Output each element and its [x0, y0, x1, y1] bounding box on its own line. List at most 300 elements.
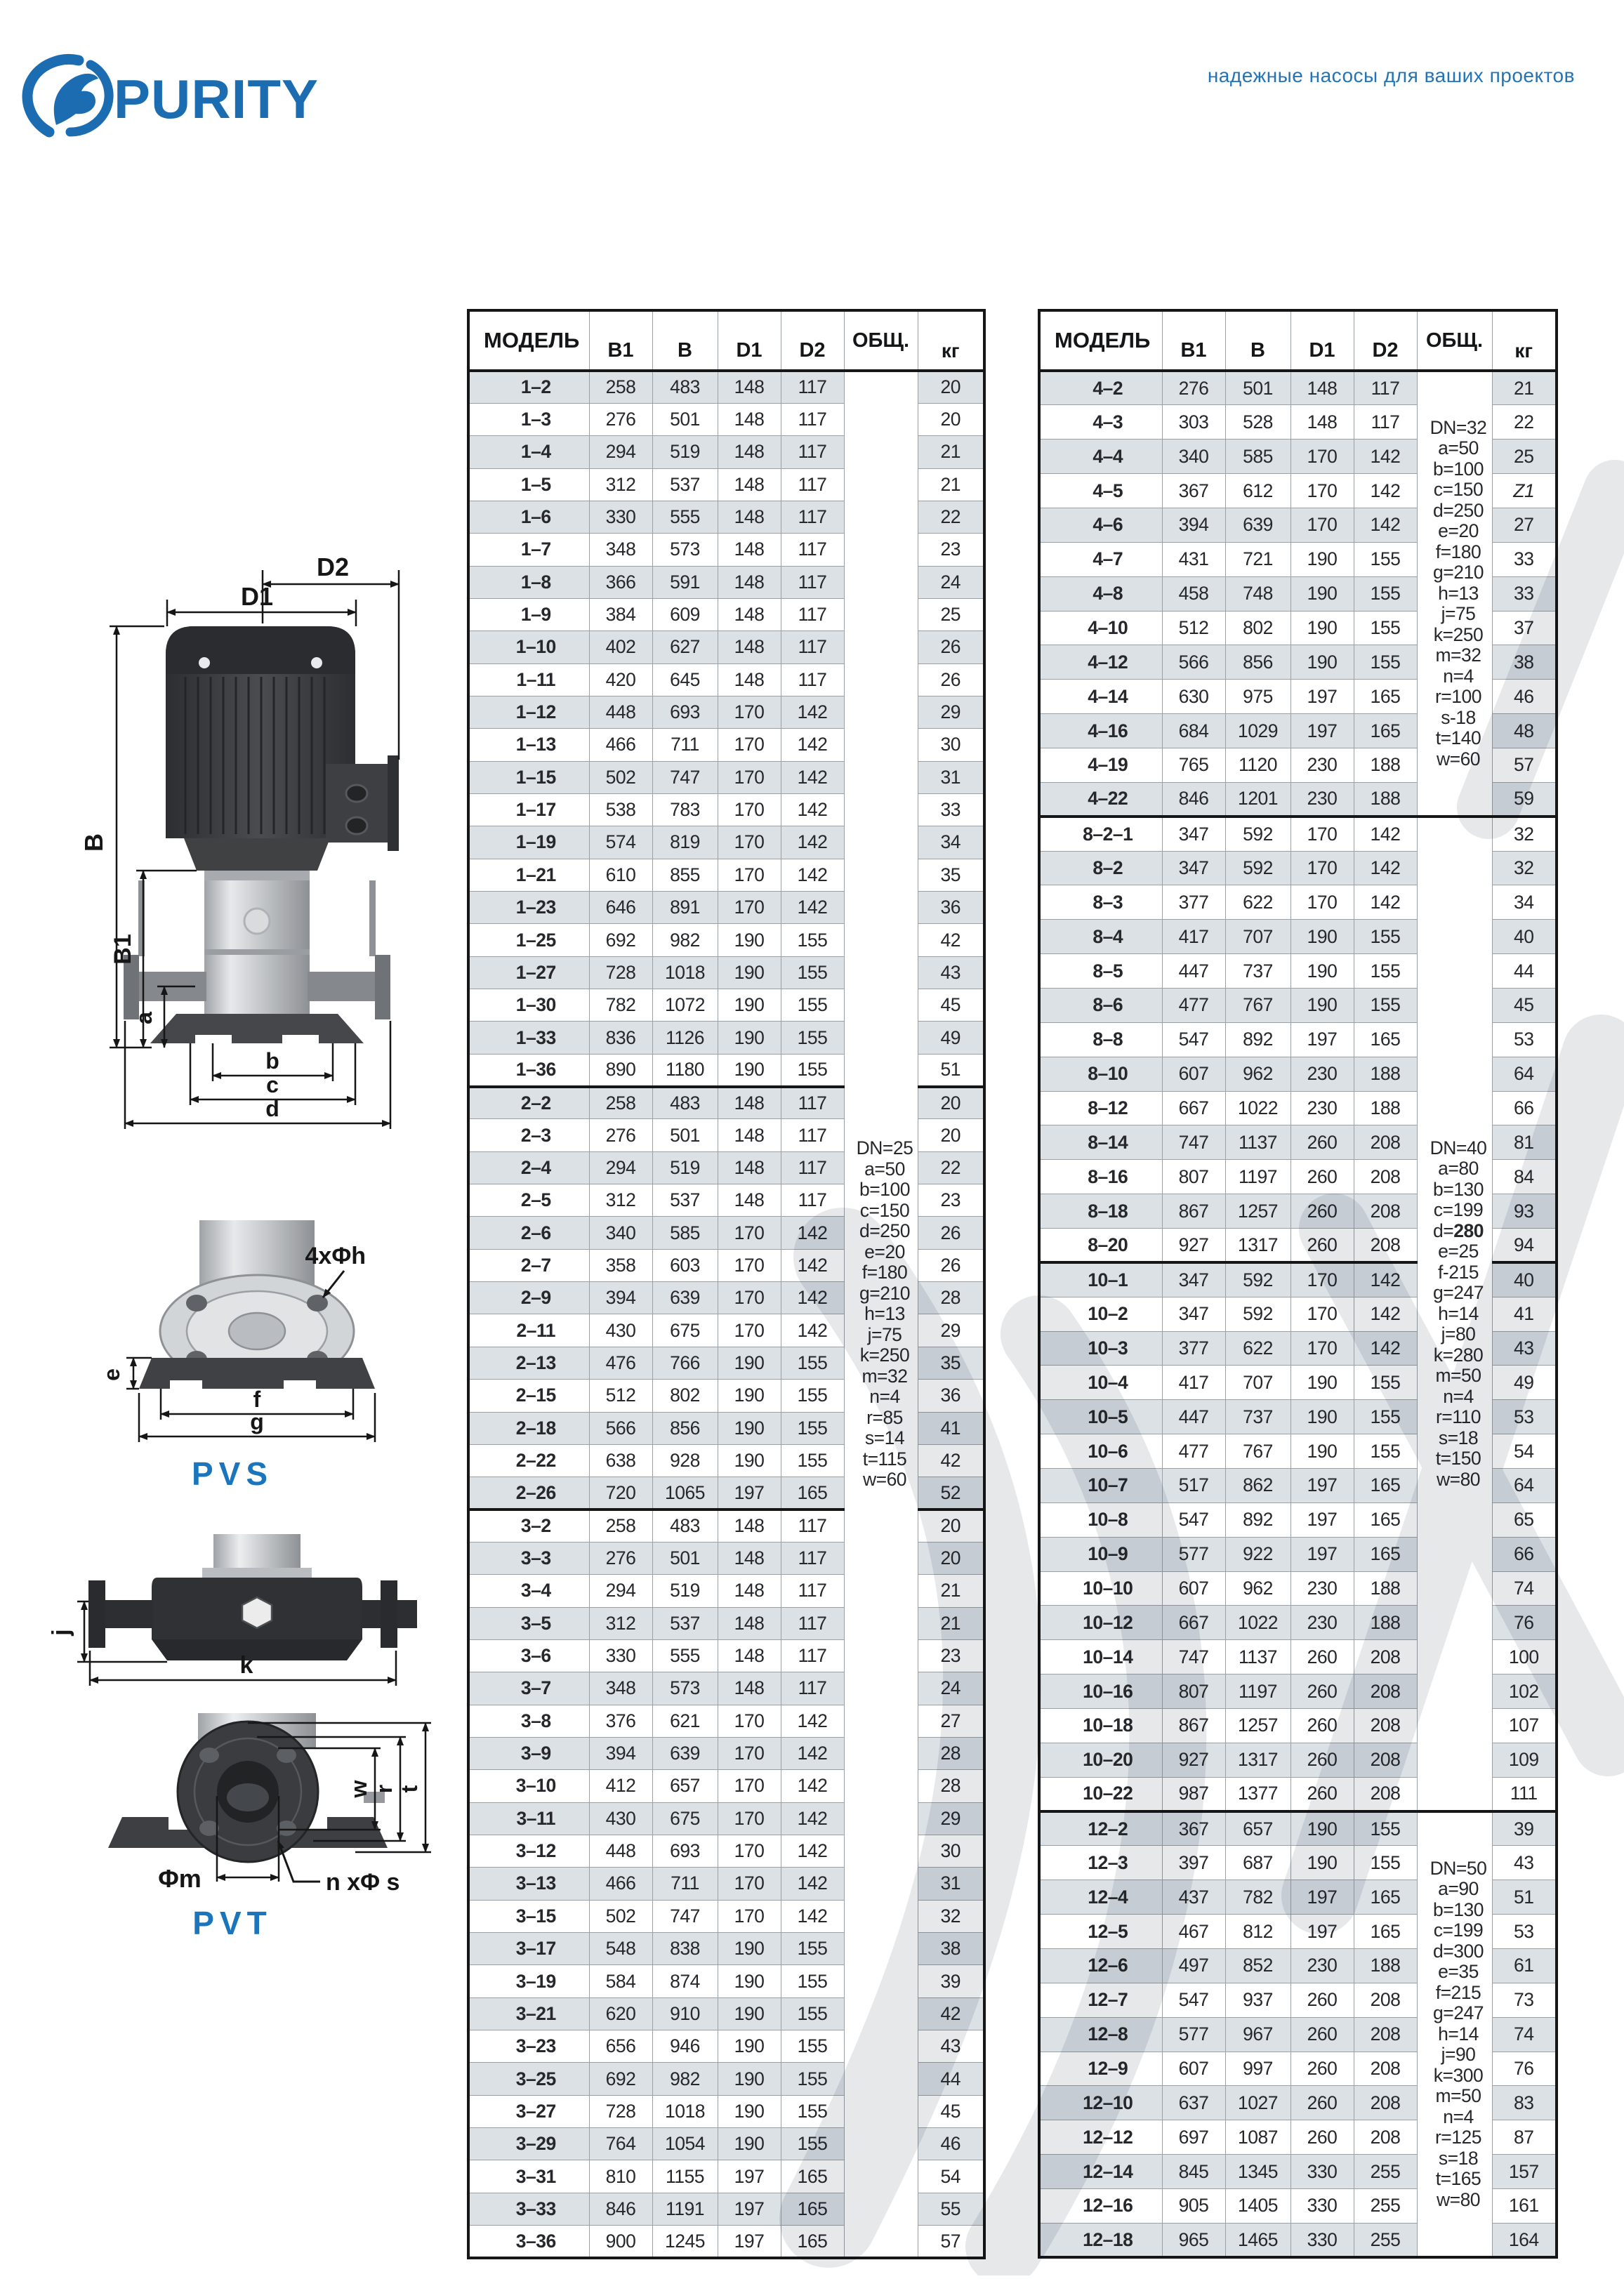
d2-cell: 208 [1354, 1640, 1417, 1674]
d1-cell: 197 [1290, 1537, 1354, 1571]
d1-cell: 190 [718, 956, 781, 989]
d1-cell: 190 [718, 1444, 781, 1477]
overall-dims-line: g=210 [1433, 562, 1484, 583]
d2-cell: 155 [781, 2030, 844, 2063]
pvs-series-label: PVS [191, 1455, 274, 1492]
kg-cell: 28 [918, 1770, 984, 1802]
d1-cell: 190 [718, 1022, 781, 1054]
b1-cell: 294 [589, 1575, 652, 1607]
d2-cell: 155 [781, 1054, 844, 1086]
b1-cell: 846 [1162, 782, 1225, 817]
b1-cell: 697 [1162, 2120, 1225, 2155]
overall-dims-line: e=20 [1438, 520, 1479, 542]
kg-cell: 76 [1492, 2052, 1557, 2086]
b1-cell: 477 [1162, 1434, 1225, 1469]
d1-cell: 197 [1290, 680, 1354, 714]
b-cell: 537 [652, 1184, 718, 1217]
col-header-obsh: ОБЩ. [1417, 310, 1492, 371]
d2-cell: 117 [1354, 405, 1417, 440]
kg-cell: 26 [918, 631, 984, 663]
model-cell: 10–16 [1039, 1674, 1162, 1709]
model-cell: 10–5 [1039, 1400, 1162, 1434]
overall-dims-line: m=32 [861, 1365, 908, 1387]
b1-cell: 547 [1162, 1983, 1225, 2017]
overall-dims-line: m=32 [1435, 645, 1481, 666]
d2-cell: 142 [781, 1217, 844, 1249]
overall-dims-line: c=199 [1433, 1920, 1484, 1941]
model-cell: 8–3 [1039, 885, 1162, 920]
model-cell: 3–27 [468, 2095, 589, 2127]
col-header-model: МОДЕЛЬ [468, 310, 589, 371]
hex-plug [242, 1597, 272, 1628]
b-cell: 603 [652, 1249, 718, 1281]
b1-cell: 566 [589, 1412, 652, 1444]
d1-cell: 190 [718, 2128, 781, 2160]
b-cell: 747 [652, 761, 718, 793]
b1-cell: 466 [589, 1868, 652, 1900]
d1-cell: 230 [1290, 1571, 1354, 1606]
flange-center-hole [229, 1313, 285, 1349]
model-cell: 1–11 [468, 663, 589, 696]
kg-cell: 33 [1492, 576, 1557, 611]
b1-cell: 367 [1162, 1811, 1225, 1846]
b-cell: 1027 [1225, 2086, 1290, 2120]
b-cell: 1257 [1225, 1194, 1290, 1229]
d2-cell: 117 [781, 371, 844, 403]
d1-cell: 230 [1290, 1949, 1354, 1983]
model-cell: 8–2–1 [1039, 817, 1162, 851]
kg-cell: 157 [1492, 2155, 1557, 2189]
model-cell: 1–21 [468, 859, 589, 891]
b1-cell: 502 [589, 761, 652, 793]
b1-cell: 720 [589, 1477, 652, 1510]
model-cell: 1–4 [468, 436, 589, 468]
kg-cell: 32 [918, 1900, 984, 1932]
kg-cell: 38 [1492, 645, 1557, 680]
d1-cell: 190 [1290, 954, 1354, 989]
dim-label-nphis: n xΦ s [326, 1869, 400, 1896]
b1-cell: 417 [1162, 1366, 1225, 1400]
overall-dims-line: e=20 [864, 1241, 905, 1262]
overall-dims-line: c=150 [1433, 479, 1484, 501]
b1-cell: 412 [589, 1770, 652, 1802]
b-cell: 609 [652, 598, 718, 630]
d2-cell: 155 [1354, 645, 1417, 680]
d2-cell: 117 [781, 1119, 844, 1151]
model-cell: 2–6 [468, 1217, 589, 1249]
b-cell: 1317 [1225, 1743, 1290, 1777]
d1-cell: 170 [1290, 1297, 1354, 1331]
overall-dims-line: r=110 [1435, 1406, 1481, 1428]
b1-cell: 294 [589, 436, 652, 468]
b-cell: 1245 [652, 2226, 718, 2258]
kg-cell: 61 [1492, 1949, 1557, 1983]
model-cell: 12–3 [1039, 1846, 1162, 1880]
model-cell: 4–8 [1039, 576, 1162, 611]
model-cell: 4–22 [1039, 782, 1162, 817]
model-cell: 2–26 [468, 1477, 589, 1510]
kg-cell: 49 [918, 1022, 984, 1054]
model-cell: 2–18 [468, 1412, 589, 1444]
b1-cell: 276 [589, 1119, 652, 1151]
model-cell: 3–15 [468, 1900, 589, 1932]
overall-dims-line: r=85 [866, 1406, 903, 1428]
kg-cell: 42 [918, 1997, 984, 2030]
d2-cell: 117 [781, 1087, 844, 1119]
model-cell: 3–5 [468, 1607, 589, 1639]
overall-dims-line: g=247 [1433, 1282, 1484, 1304]
d1-cell: 190 [718, 989, 781, 1022]
d2-cell: 208 [1354, 1674, 1417, 1709]
model-cell: 1–33 [468, 1022, 589, 1054]
d2-cell: 142 [1354, 1297, 1417, 1331]
d1-cell: 148 [718, 501, 781, 533]
b1-cell: 807 [1162, 1160, 1225, 1194]
model-cell: 1–10 [468, 631, 589, 663]
b-cell: 585 [1225, 440, 1290, 474]
b1-cell: 347 [1162, 817, 1225, 851]
d2-cell: 208 [1354, 1743, 1417, 1777]
overall-dims-line: k=250 [1433, 623, 1484, 645]
model-cell: 8–6 [1039, 988, 1162, 1022]
kg-cell: 48 [1492, 714, 1557, 748]
b-cell: 687 [1225, 1846, 1290, 1880]
kg-cell: 43 [918, 956, 984, 989]
b-cell: 592 [1225, 817, 1290, 851]
overall-dims-line: j=75 [867, 1323, 902, 1345]
kg-cell: 21 [918, 1575, 984, 1607]
overall-dims-line: j=80 [1441, 1323, 1476, 1345]
b-cell: 592 [1225, 1262, 1290, 1297]
d2-cell: 142 [781, 859, 844, 891]
col-header-b: B [1225, 310, 1290, 371]
overall-dims-line: DN=40 [1430, 1137, 1487, 1158]
overall-dims-line: e=35 [1438, 1961, 1479, 1983]
kg-cell: 23 [918, 1639, 984, 1672]
b1-cell: 867 [1162, 1709, 1225, 1743]
kg-cell: 37 [1492, 611, 1557, 645]
d2-cell: 165 [1354, 1502, 1417, 1537]
kg-cell: 53 [1492, 1400, 1557, 1434]
d2-cell: 142 [1354, 1331, 1417, 1366]
left-port-flange [88, 1580, 105, 1648]
d1-cell: 170 [1290, 851, 1354, 885]
dim-label-g: g [250, 1409, 264, 1434]
d1-cell: 330 [1290, 2223, 1354, 2257]
model-cell: 1–36 [468, 1054, 589, 1086]
model-cell: 3–11 [468, 1802, 589, 1835]
model-cell: 3–6 [468, 1639, 589, 1672]
d1-cell: 170 [718, 729, 781, 761]
d2-cell: 117 [781, 663, 844, 696]
d2-cell: 155 [781, 1444, 844, 1477]
model-cell: 3–3 [468, 1542, 589, 1574]
kg-cell: 35 [918, 859, 984, 891]
d2-cell: 142 [781, 1249, 844, 1281]
b-cell: 946 [652, 2030, 718, 2063]
b-cell: 892 [1225, 1022, 1290, 1057]
b1-cell: 330 [589, 1639, 652, 1672]
d2-cell: 255 [1354, 2189, 1417, 2224]
d1-cell: 190 [1290, 1846, 1354, 1880]
b1-cell: 810 [589, 2160, 652, 2193]
b-cell: 892 [1225, 1502, 1290, 1537]
kg-cell: 23 [918, 1184, 984, 1217]
b-cell: 528 [1225, 405, 1290, 440]
d2-cell: 142 [781, 826, 844, 859]
model-cell: 4–14 [1039, 680, 1162, 714]
b1-cell: 303 [1162, 405, 1225, 440]
overall-dims-line: DN=32 [1430, 416, 1487, 438]
kg-cell: 84 [1492, 1160, 1557, 1194]
model-cell: 4–19 [1039, 748, 1162, 782]
b1-cell: 512 [1162, 611, 1225, 645]
b1-cell: 517 [1162, 1469, 1225, 1503]
table-row [468, 371, 984, 403]
pvt-flange-view-diagram [46, 1713, 440, 1896]
table-row [1039, 817, 1557, 851]
d2-cell: 165 [1354, 1022, 1417, 1057]
d2-cell: 142 [1354, 508, 1417, 542]
b1-cell: 845 [1162, 2155, 1225, 2189]
kg-cell: 21 [918, 436, 984, 468]
dim-label-a: a [131, 1012, 157, 1024]
kg-cell: 93 [1492, 1194, 1557, 1229]
kg-cell: 22 [918, 501, 984, 533]
model-cell: 8–18 [1039, 1194, 1162, 1229]
d1-cell: 148 [1290, 371, 1354, 405]
d1-cell: 170 [718, 859, 781, 891]
b-cell: 874 [652, 1965, 718, 1997]
model-cell: 3–21 [468, 1997, 589, 2030]
kg-cell: 23 [918, 534, 984, 566]
overall-dims-cell [844, 371, 918, 2258]
d1-cell: 260 [1290, 1228, 1354, 1262]
model-cell: 3–19 [468, 1965, 589, 1997]
b1-cell: 366 [589, 566, 652, 598]
b-cell: 621 [652, 1705, 718, 1737]
kg-cell: 30 [918, 729, 984, 761]
overall-dims-line: a=50 [864, 1158, 905, 1180]
d2-cell: 142 [781, 1282, 844, 1314]
b1-cell: 348 [589, 1672, 652, 1705]
d2-cell: 117 [781, 1184, 844, 1217]
model-cell: 1–27 [468, 956, 589, 989]
b-cell: 928 [652, 1444, 718, 1477]
kg-cell: 32 [1492, 851, 1557, 885]
overall-dims-line: n=4 [1443, 1385, 1474, 1407]
b-cell: 1065 [652, 1477, 718, 1510]
kg-cell: 36 [918, 892, 984, 924]
pvs-side-view-diagram [46, 556, 440, 1209]
kg-cell: 45 [918, 2095, 984, 2127]
d1-cell: 197 [718, 2160, 781, 2193]
col-header-b: B [652, 310, 718, 371]
model-cell: 3–25 [468, 2063, 589, 2095]
b-cell: 782 [1225, 1880, 1290, 1915]
b1-cell: 905 [1162, 2189, 1225, 2224]
kg-cell: 87 [1492, 2120, 1557, 2155]
dim-label-k: k [239, 1652, 253, 1679]
b-cell: 1022 [1225, 1606, 1290, 1640]
b-cell: 483 [652, 1087, 718, 1119]
d2-cell: 117 [781, 1607, 844, 1639]
d1-cell: 260 [1290, 2086, 1354, 2120]
d2-cell: 117 [781, 598, 844, 630]
kg-cell: 38 [918, 1933, 984, 1965]
overall-dims-line: w=80 [1436, 2188, 1481, 2210]
overall-dims-line: n=4 [1443, 665, 1474, 687]
overall-dims-line: e=25 [1438, 1241, 1479, 1262]
b1-cell: 330 [589, 501, 652, 533]
b-cell: 819 [652, 826, 718, 859]
d1-cell: 260 [1290, 2120, 1354, 2155]
model-cell: 3–8 [468, 1705, 589, 1737]
d2-cell: 142 [1354, 440, 1417, 474]
d2-cell: 155 [781, 1022, 844, 1054]
model-cell: 1–9 [468, 598, 589, 630]
logo-p-mark [54, 74, 98, 125]
d1-cell: 148 [718, 436, 781, 468]
d2-cell: 165 [1354, 1880, 1417, 1915]
pvt-series-label: PVT [192, 1905, 272, 1941]
dim-label-r: r [371, 1784, 397, 1794]
d2-cell: 155 [1354, 1366, 1417, 1400]
b1-cell: 448 [589, 696, 652, 728]
b1-cell: 782 [589, 989, 652, 1022]
overall-dims-line: c=199 [1433, 1199, 1484, 1221]
kg-cell: 109 [1492, 1743, 1557, 1777]
kg-cell: 57 [1492, 748, 1557, 782]
kg-cell: 76 [1492, 1606, 1557, 1640]
b-cell: 783 [652, 793, 718, 826]
kg-cell: 66 [1492, 1091, 1557, 1125]
kg-cell: 20 [918, 1542, 984, 1574]
d1-cell: 148 [718, 1184, 781, 1217]
overall-dims-line: s=14 [864, 1427, 905, 1449]
pvs-flange-view-diagram [46, 1220, 440, 1452]
b1-cell: 610 [589, 859, 652, 891]
d2-cell: 155 [1354, 576, 1417, 611]
model-cell: 10–10 [1039, 1571, 1162, 1606]
d2-cell: 142 [781, 729, 844, 761]
dim-label-bolt: 4xΦh [305, 1243, 366, 1269]
b-cell: 748 [1225, 576, 1290, 611]
kg-cell: 27 [1492, 508, 1557, 542]
b1-cell: 466 [589, 729, 652, 761]
b1-cell: 477 [1162, 988, 1225, 1022]
kg-cell: 39 [918, 1965, 984, 1997]
b-cell: 585 [652, 1217, 718, 1249]
b-cell: 501 [1225, 371, 1290, 405]
model-cell: 3–33 [468, 2193, 589, 2225]
overall-dims-line: g=247 [1433, 2002, 1484, 2024]
model-cell: 8–14 [1039, 1125, 1162, 1160]
b1-cell: 431 [1162, 542, 1225, 576]
overall-dims-line: m=50 [1435, 1365, 1481, 1387]
b-cell: 519 [652, 1151, 718, 1184]
b-cell: 1155 [652, 2160, 718, 2193]
kg-cell: 26 [918, 1249, 984, 1281]
b-cell: 721 [1225, 542, 1290, 576]
d1-cell: 190 [718, 2030, 781, 2063]
b1-cell: 376 [589, 1705, 652, 1737]
overall-dims-line: g=210 [859, 1282, 910, 1304]
b-cell: 483 [652, 1510, 718, 1542]
d2-cell: 117 [781, 1672, 844, 1705]
d1-cell: 148 [718, 631, 781, 663]
model-cell: 12–9 [1039, 2052, 1162, 2086]
d1-cell: 148 [718, 1119, 781, 1151]
model-cell: 4–2 [1039, 371, 1162, 405]
d1-cell: 190 [1290, 542, 1354, 576]
d2-cell: 117 [1354, 371, 1417, 405]
d1-cell: 148 [718, 534, 781, 566]
b-cell: 1465 [1225, 2223, 1290, 2257]
model-cell: 10–3 [1039, 1331, 1162, 1366]
kg-cell: 44 [1492, 954, 1557, 989]
dim-label-b-small: b [265, 1048, 279, 1074]
model-cell: 2–22 [468, 1444, 589, 1477]
b-cell: 967 [1225, 2017, 1290, 2052]
d2-cell: 208 [1354, 1777, 1417, 1811]
b1-cell: 638 [589, 1444, 652, 1477]
overall-dims-line: t=115 [862, 1448, 907, 1469]
model-cell: 10–14 [1039, 1640, 1162, 1674]
right-dimension-table-wrap [1038, 309, 1555, 2259]
overall-dims-line: k=280 [1433, 1344, 1484, 1366]
d2-cell: 117 [781, 1151, 844, 1184]
pvt-side-view-diagram [46, 1534, 440, 1696]
b1-cell: 607 [1162, 1057, 1225, 1091]
kg-cell: 41 [1492, 1297, 1557, 1331]
overall-dims-line: k=250 [859, 1345, 910, 1366]
model-cell: 12–18 [1039, 2223, 1162, 2257]
b-cell: 1137 [1225, 1125, 1290, 1160]
b-cell: 657 [652, 1770, 718, 1802]
d1-cell: 170 [1290, 440, 1354, 474]
d1-cell: 197 [718, 1477, 781, 1510]
b1-cell: 437 [1162, 1880, 1225, 1915]
d2-cell: 117 [781, 436, 844, 468]
b-cell: 1317 [1225, 1228, 1290, 1262]
b-cell: 737 [1225, 954, 1290, 989]
model-cell: 1–15 [468, 761, 589, 793]
d1-cell: 170 [718, 1802, 781, 1835]
d2-cell: 165 [1354, 1915, 1417, 1949]
kg-cell: 43 [918, 2030, 984, 2063]
model-cell: 1–30 [468, 989, 589, 1022]
overall-dims-line: w=60 [1436, 748, 1481, 769]
d2-cell: 155 [781, 2095, 844, 2127]
kg-cell: 54 [918, 2160, 984, 2193]
d1-cell: 260 [1290, 1709, 1354, 1743]
d1-cell: 190 [718, 1933, 781, 1965]
d1-cell: 148 [718, 598, 781, 630]
dim-label-j: j [48, 1629, 74, 1636]
b-cell: 1029 [1225, 714, 1290, 748]
d1-cell: 190 [1290, 645, 1354, 680]
b-cell: 962 [1225, 1057, 1290, 1091]
d2-cell: 208 [1354, 2017, 1417, 2052]
right-table-header [1039, 310, 1557, 371]
overall-dims-line: f=180 [1435, 541, 1481, 562]
b1-cell: 447 [1162, 1400, 1225, 1434]
col-header-kg: кг [918, 310, 984, 371]
b-cell: 1054 [652, 2128, 718, 2160]
d2-cell: 142 [781, 1802, 844, 1835]
d1-cell: 230 [1290, 1606, 1354, 1640]
